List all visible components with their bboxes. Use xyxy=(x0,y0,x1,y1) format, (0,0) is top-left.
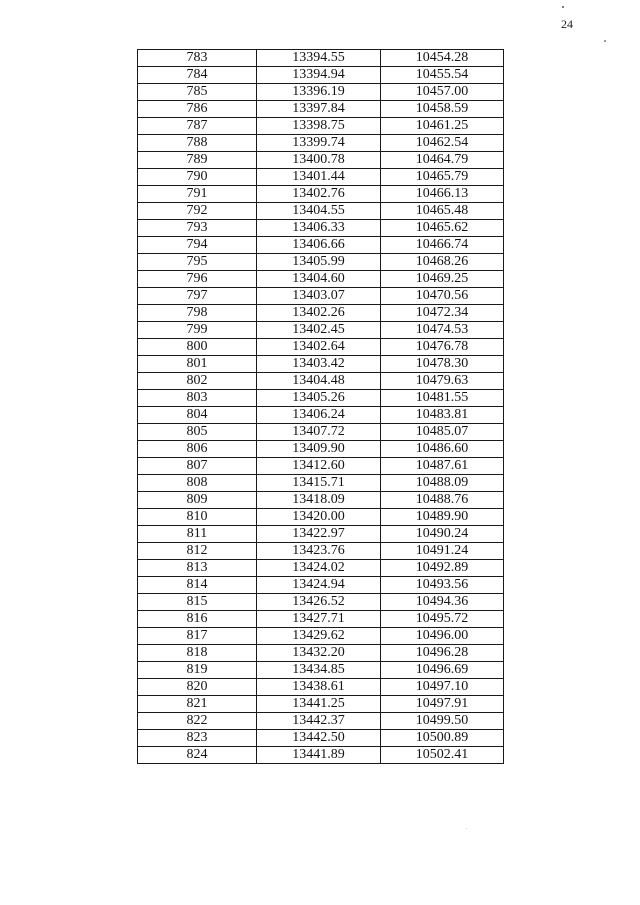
y-coordinate-cell: 10497.91 xyxy=(381,696,504,713)
table-row xyxy=(138,441,504,458)
table-row xyxy=(138,509,504,526)
point-number-cell: 804 xyxy=(138,407,257,424)
x-coordinate-cell: 13409.90 xyxy=(257,441,381,458)
y-coordinate-cell: 10497.10 xyxy=(381,679,504,696)
x-coordinate-cell: 13442.50 xyxy=(257,730,381,747)
point-number-cell: 796 xyxy=(138,271,257,288)
table-row xyxy=(138,407,504,424)
table-row xyxy=(138,475,504,492)
y-coordinate-cell: 10465.48 xyxy=(381,203,504,220)
point-number-cell: 809 xyxy=(138,492,257,509)
y-coordinate-cell: 10488.09 xyxy=(381,475,504,492)
x-coordinate-cell: 13415.71 xyxy=(257,475,381,492)
point-number-cell: 788 xyxy=(138,135,257,152)
point-number-cell: 786 xyxy=(138,101,257,118)
x-coordinate-cell: 13394.94 xyxy=(257,67,381,84)
point-number-cell: 792 xyxy=(138,203,257,220)
point-number-cell: 802 xyxy=(138,373,257,390)
table-row xyxy=(138,458,504,475)
table-row xyxy=(138,271,504,288)
table-row xyxy=(138,118,504,135)
y-coordinate-cell: 10487.61 xyxy=(381,458,504,475)
x-coordinate-cell: 13422.97 xyxy=(257,526,381,543)
x-coordinate-cell: 13426.52 xyxy=(257,594,381,611)
point-number-cell: 787 xyxy=(138,118,257,135)
table-row xyxy=(138,373,504,390)
y-coordinate-cell: 10458.59 xyxy=(381,101,504,118)
point-number-cell: 801 xyxy=(138,356,257,373)
x-coordinate-cell: 13403.42 xyxy=(257,356,381,373)
point-number-cell: 820 xyxy=(138,679,257,696)
table-row xyxy=(138,390,504,407)
x-coordinate-cell: 13403.07 xyxy=(257,288,381,305)
table-row xyxy=(138,220,504,237)
point-number-cell: 818 xyxy=(138,645,257,662)
table-row xyxy=(138,169,504,186)
y-coordinate-cell: 10485.07 xyxy=(381,424,504,441)
y-coordinate-cell: 10492.89 xyxy=(381,560,504,577)
x-coordinate-cell: 13406.33 xyxy=(257,220,381,237)
table-row xyxy=(138,152,504,169)
table-row xyxy=(138,645,504,662)
table-row xyxy=(138,611,504,628)
table-row xyxy=(138,288,504,305)
point-number-cell: 800 xyxy=(138,339,257,356)
x-coordinate-cell: 13400.78 xyxy=(257,152,381,169)
table-row xyxy=(138,492,504,509)
point-number-cell: 803 xyxy=(138,390,257,407)
y-coordinate-cell: 10481.55 xyxy=(381,390,504,407)
table-row xyxy=(138,424,504,441)
point-number-cell: 784 xyxy=(138,67,257,84)
point-number-cell: 819 xyxy=(138,662,257,679)
scan-speck xyxy=(466,828,467,829)
y-coordinate-cell: 10502.41 xyxy=(381,747,504,764)
point-number-cell: 807 xyxy=(138,458,257,475)
x-coordinate-cell: 13406.66 xyxy=(257,237,381,254)
table-row xyxy=(138,662,504,679)
x-coordinate-cell: 13412.60 xyxy=(257,458,381,475)
point-number-cell: 821 xyxy=(138,696,257,713)
y-coordinate-cell: 10454.28 xyxy=(381,50,504,67)
x-coordinate-cell: 13402.45 xyxy=(257,322,381,339)
y-coordinate-cell: 10461.25 xyxy=(381,118,504,135)
x-coordinate-cell: 13424.94 xyxy=(257,577,381,594)
y-coordinate-cell: 10457.00 xyxy=(381,84,504,101)
y-coordinate-cell: 10464.79 xyxy=(381,152,504,169)
table-row xyxy=(138,84,504,101)
point-number-cell: 815 xyxy=(138,594,257,611)
x-coordinate-cell: 13399.74 xyxy=(257,135,381,152)
table-row xyxy=(138,339,504,356)
point-number-cell: 799 xyxy=(138,322,257,339)
y-coordinate-cell: 10494.36 xyxy=(381,594,504,611)
table-row xyxy=(138,543,504,560)
x-coordinate-cell: 13402.26 xyxy=(257,305,381,322)
y-coordinate-cell: 10496.00 xyxy=(381,628,504,645)
x-coordinate-cell: 13429.62 xyxy=(257,628,381,645)
y-coordinate-cell: 10476.78 xyxy=(381,339,504,356)
table-row xyxy=(138,356,504,373)
y-coordinate-cell: 10486.60 xyxy=(381,441,504,458)
y-coordinate-cell: 10479.63 xyxy=(381,373,504,390)
table-row xyxy=(138,730,504,747)
table-row xyxy=(138,67,504,84)
point-number-cell: 822 xyxy=(138,713,257,730)
coordinates-table xyxy=(137,49,504,764)
table-row xyxy=(138,747,504,764)
y-coordinate-cell: 10455.54 xyxy=(381,67,504,84)
table-row xyxy=(138,526,504,543)
x-coordinate-cell: 13402.76 xyxy=(257,186,381,203)
y-coordinate-cell: 10469.25 xyxy=(381,271,504,288)
y-coordinate-cell: 10496.28 xyxy=(381,645,504,662)
x-coordinate-cell: 13396.19 xyxy=(257,84,381,101)
y-coordinate-cell: 10491.24 xyxy=(381,543,504,560)
point-number-cell: 794 xyxy=(138,237,257,254)
x-coordinate-cell: 13406.24 xyxy=(257,407,381,424)
x-coordinate-cell: 13402.64 xyxy=(257,339,381,356)
point-number-cell: 789 xyxy=(138,152,257,169)
table-row xyxy=(138,577,504,594)
scan-speck xyxy=(604,40,606,42)
point-number-cell: 798 xyxy=(138,305,257,322)
point-number-cell: 790 xyxy=(138,169,257,186)
y-coordinate-cell: 10478.30 xyxy=(381,356,504,373)
y-coordinate-cell: 10472.34 xyxy=(381,305,504,322)
x-coordinate-cell: 13394.55 xyxy=(257,50,381,67)
y-coordinate-cell: 10493.56 xyxy=(381,577,504,594)
x-coordinate-cell: 13418.09 xyxy=(257,492,381,509)
table-row xyxy=(138,679,504,696)
x-coordinate-cell: 13441.25 xyxy=(257,696,381,713)
point-number-cell: 811 xyxy=(138,526,257,543)
table-row xyxy=(138,305,504,322)
y-coordinate-cell: 10489.90 xyxy=(381,509,504,526)
x-coordinate-cell: 13398.75 xyxy=(257,118,381,135)
point-number-cell: 793 xyxy=(138,220,257,237)
point-number-cell: 791 xyxy=(138,186,257,203)
x-coordinate-cell: 13404.60 xyxy=(257,271,381,288)
y-coordinate-cell: 10465.62 xyxy=(381,220,504,237)
table-row xyxy=(138,237,504,254)
table-row xyxy=(138,50,504,67)
x-coordinate-cell: 13438.61 xyxy=(257,679,381,696)
point-number-cell: 812 xyxy=(138,543,257,560)
y-coordinate-cell: 10499.50 xyxy=(381,713,504,730)
x-coordinate-cell: 13434.85 xyxy=(257,662,381,679)
x-coordinate-cell: 13424.02 xyxy=(257,560,381,577)
x-coordinate-cell: 13405.99 xyxy=(257,254,381,271)
point-number-cell: 785 xyxy=(138,84,257,101)
x-coordinate-cell: 13442.37 xyxy=(257,713,381,730)
y-coordinate-cell: 10465.79 xyxy=(381,169,504,186)
point-number-cell: 783 xyxy=(138,50,257,67)
table-row xyxy=(138,135,504,152)
table-row xyxy=(138,322,504,339)
x-coordinate-cell: 13441.89 xyxy=(257,747,381,764)
y-coordinate-cell: 10496.69 xyxy=(381,662,504,679)
x-coordinate-cell: 13432.20 xyxy=(257,645,381,662)
x-coordinate-cell: 13397.84 xyxy=(257,101,381,118)
x-coordinate-cell: 13404.55 xyxy=(257,203,381,220)
y-coordinate-cell: 10490.24 xyxy=(381,526,504,543)
y-coordinate-cell: 10466.74 xyxy=(381,237,504,254)
table-row xyxy=(138,203,504,220)
table-row xyxy=(138,254,504,271)
point-number-cell: 814 xyxy=(138,577,257,594)
point-number-cell: 805 xyxy=(138,424,257,441)
point-number-cell: 795 xyxy=(138,254,257,271)
table-row xyxy=(138,594,504,611)
point-number-cell: 816 xyxy=(138,611,257,628)
x-coordinate-cell: 13420.00 xyxy=(257,509,381,526)
table-row xyxy=(138,696,504,713)
table-row xyxy=(138,186,504,203)
coordinates-table-body xyxy=(138,50,504,764)
y-coordinate-cell: 10483.81 xyxy=(381,407,504,424)
y-coordinate-cell: 10462.54 xyxy=(381,135,504,152)
y-coordinate-cell: 10466.13 xyxy=(381,186,504,203)
x-coordinate-cell: 13427.71 xyxy=(257,611,381,628)
table-row xyxy=(138,101,504,118)
x-coordinate-cell: 13405.26 xyxy=(257,390,381,407)
point-number-cell: 810 xyxy=(138,509,257,526)
x-coordinate-cell: 13401.44 xyxy=(257,169,381,186)
point-number-cell: 817 xyxy=(138,628,257,645)
table-row xyxy=(138,713,504,730)
scan-speck xyxy=(562,6,564,8)
table-row xyxy=(138,560,504,577)
point-number-cell: 808 xyxy=(138,475,257,492)
y-coordinate-cell: 10470.56 xyxy=(381,288,504,305)
y-coordinate-cell: 10488.76 xyxy=(381,492,504,509)
page-number: 24 xyxy=(561,17,573,31)
y-coordinate-cell: 10495.72 xyxy=(381,611,504,628)
y-coordinate-cell: 10500.89 xyxy=(381,730,504,747)
point-number-cell: 797 xyxy=(138,288,257,305)
y-coordinate-cell: 10468.26 xyxy=(381,254,504,271)
point-number-cell: 813 xyxy=(138,560,257,577)
x-coordinate-cell: 13407.72 xyxy=(257,424,381,441)
point-number-cell: 823 xyxy=(138,730,257,747)
x-coordinate-cell: 13423.76 xyxy=(257,543,381,560)
point-number-cell: 824 xyxy=(138,747,257,764)
x-coordinate-cell: 13404.48 xyxy=(257,373,381,390)
point-number-cell: 806 xyxy=(138,441,257,458)
table-row xyxy=(138,628,504,645)
y-coordinate-cell: 10474.53 xyxy=(381,322,504,339)
